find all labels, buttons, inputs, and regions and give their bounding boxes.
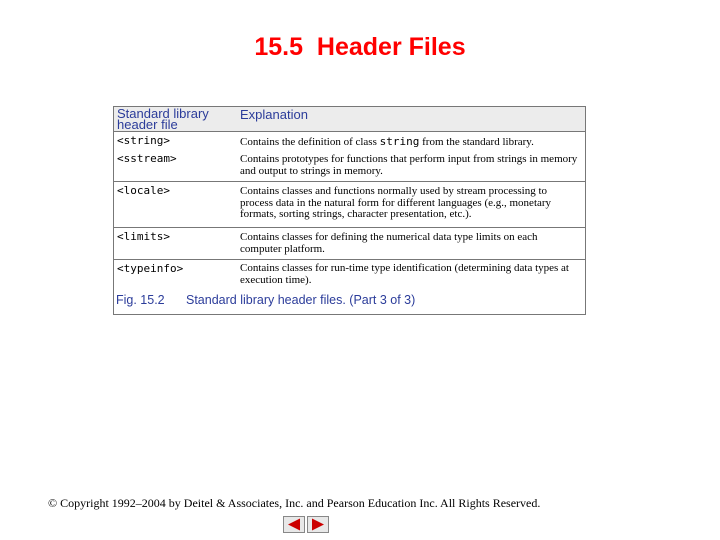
header-file-description: Contains prototypes for functions that perform input from strings in memory and output to strings in memory. [240, 153, 578, 177]
figure-caption [116, 293, 415, 307]
header-file-name: <typeinfo> [117, 262, 184, 275]
triangle-right-icon [307, 516, 329, 533]
slide-title: 15.5 Header Files [254, 33, 466, 61]
header-file-name: <sstream> [117, 152, 177, 165]
figure-caption-text: Standard library header files. (Part 3 of 3) [186, 293, 416, 307]
next-slide-button[interactable] [307, 516, 329, 533]
table-row [114, 131, 585, 151]
header-file-description: Contains classes for defining the numerical data type limits on each computer platform. [240, 231, 538, 255]
previous-slide-button[interactable] [283, 516, 305, 533]
column-header-file: Standard library header file [117, 106, 209, 132]
column-header-explanation: Explanation [240, 107, 308, 122]
header-file-name: <limits> [117, 230, 170, 243]
header-file-description: Contains classes for run-time type identification (determining data types at execution time). [240, 262, 569, 286]
table-row [114, 260, 585, 290]
table-row [114, 151, 585, 182]
figure-label: Fig. 15.2 [116, 293, 165, 307]
table-row [114, 182, 585, 228]
header-file-name: <string> [117, 134, 170, 147]
copyright-notice: © Copyright 1992–2004 by Deitel & Associates, Inc. and Pearson Education Inc. All Rights Reserved. [48, 496, 541, 510]
header-files-table [113, 106, 586, 315]
triangle-left-icon [283, 516, 305, 533]
header-file-description: Contains the definition of class string from the standard library. [240, 135, 534, 148]
table-row [114, 228, 585, 260]
header-file-name: <locale> [117, 184, 170, 197]
table-header [114, 107, 585, 132]
header-file-description: Contains classes and functions normally used by stream processing to process data in the natural form for different languages (e.g., monetary formats, sorting strings, character presentation, etc.). [240, 185, 552, 220]
